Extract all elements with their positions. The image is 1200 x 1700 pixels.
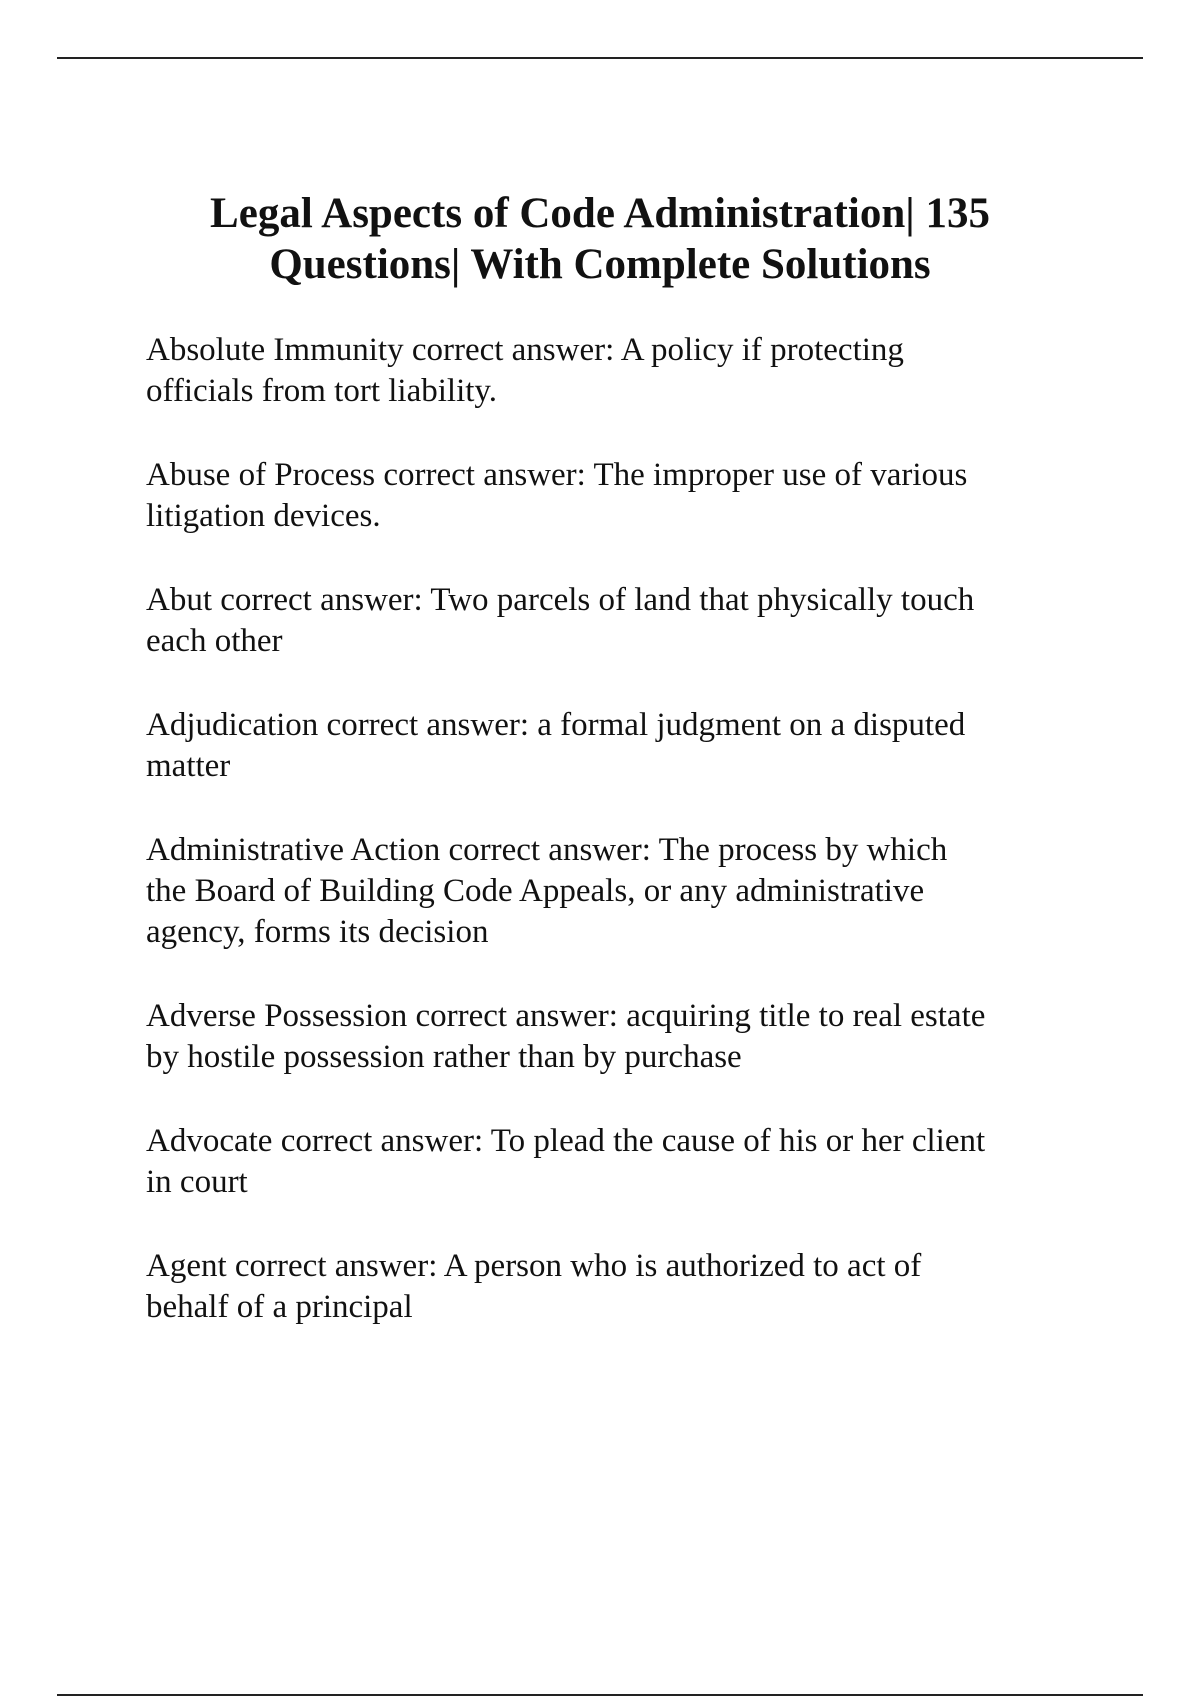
entry-line: Adjudication correct answer: a formal judgment on a disputed xyxy=(146,707,966,743)
entry-line: in court xyxy=(146,1164,248,1200)
entry-line: Abuse of Process correct answer: The improper use of various xyxy=(146,457,968,493)
entry-line: Agent correct answer: A person who is authorized to act of xyxy=(146,1248,922,1284)
definition-entry-administrative-action xyxy=(146,830,1106,953)
entry-line: Abut correct answer: Two parcels of land that physically touch xyxy=(146,582,975,618)
entry-line: agency, forms its decision xyxy=(146,914,489,950)
entry-line: Adverse Possession correct answer: acquiring title to real estate xyxy=(146,998,986,1034)
entry-line: Administrative Action correct answer: The process by which xyxy=(146,832,948,868)
definition-entry-adjudication xyxy=(146,705,1106,787)
definition-entry-advocate xyxy=(146,1121,1106,1203)
title-line: Questions| With Complete Solutions xyxy=(269,241,931,288)
entry-line: matter xyxy=(146,748,231,784)
entry-line: each other xyxy=(146,623,283,659)
definition-entry-abuse-of-process xyxy=(146,455,1106,537)
entry-line: litigation devices. xyxy=(146,498,381,534)
entry-line: Advocate correct answer: To plead the cause of his or her client xyxy=(146,1123,986,1159)
entry-line: the Board of Building Code Appeals, or any administrative xyxy=(146,873,925,909)
entry-line: by hostile possession rather than by purchase xyxy=(146,1039,742,1075)
definition-entry-adverse-possession xyxy=(146,996,1106,1078)
definition-entry-agent xyxy=(146,1246,1106,1328)
entry-line: Absolute Immunity correct answer: A policy if protecting xyxy=(146,332,904,368)
definition-entry-absolute-immunity xyxy=(146,330,1106,412)
bottom-divider xyxy=(57,1694,1143,1696)
top-divider xyxy=(57,57,1143,59)
title-line: Legal Aspects of Code Administration| 135 xyxy=(210,190,990,237)
definition-list xyxy=(146,330,1106,1371)
entry-line: officials from tort liability. xyxy=(146,373,498,409)
document-title xyxy=(100,188,1100,290)
entry-line: behalf of a principal xyxy=(146,1289,413,1325)
definition-entry-abut xyxy=(146,580,1106,662)
